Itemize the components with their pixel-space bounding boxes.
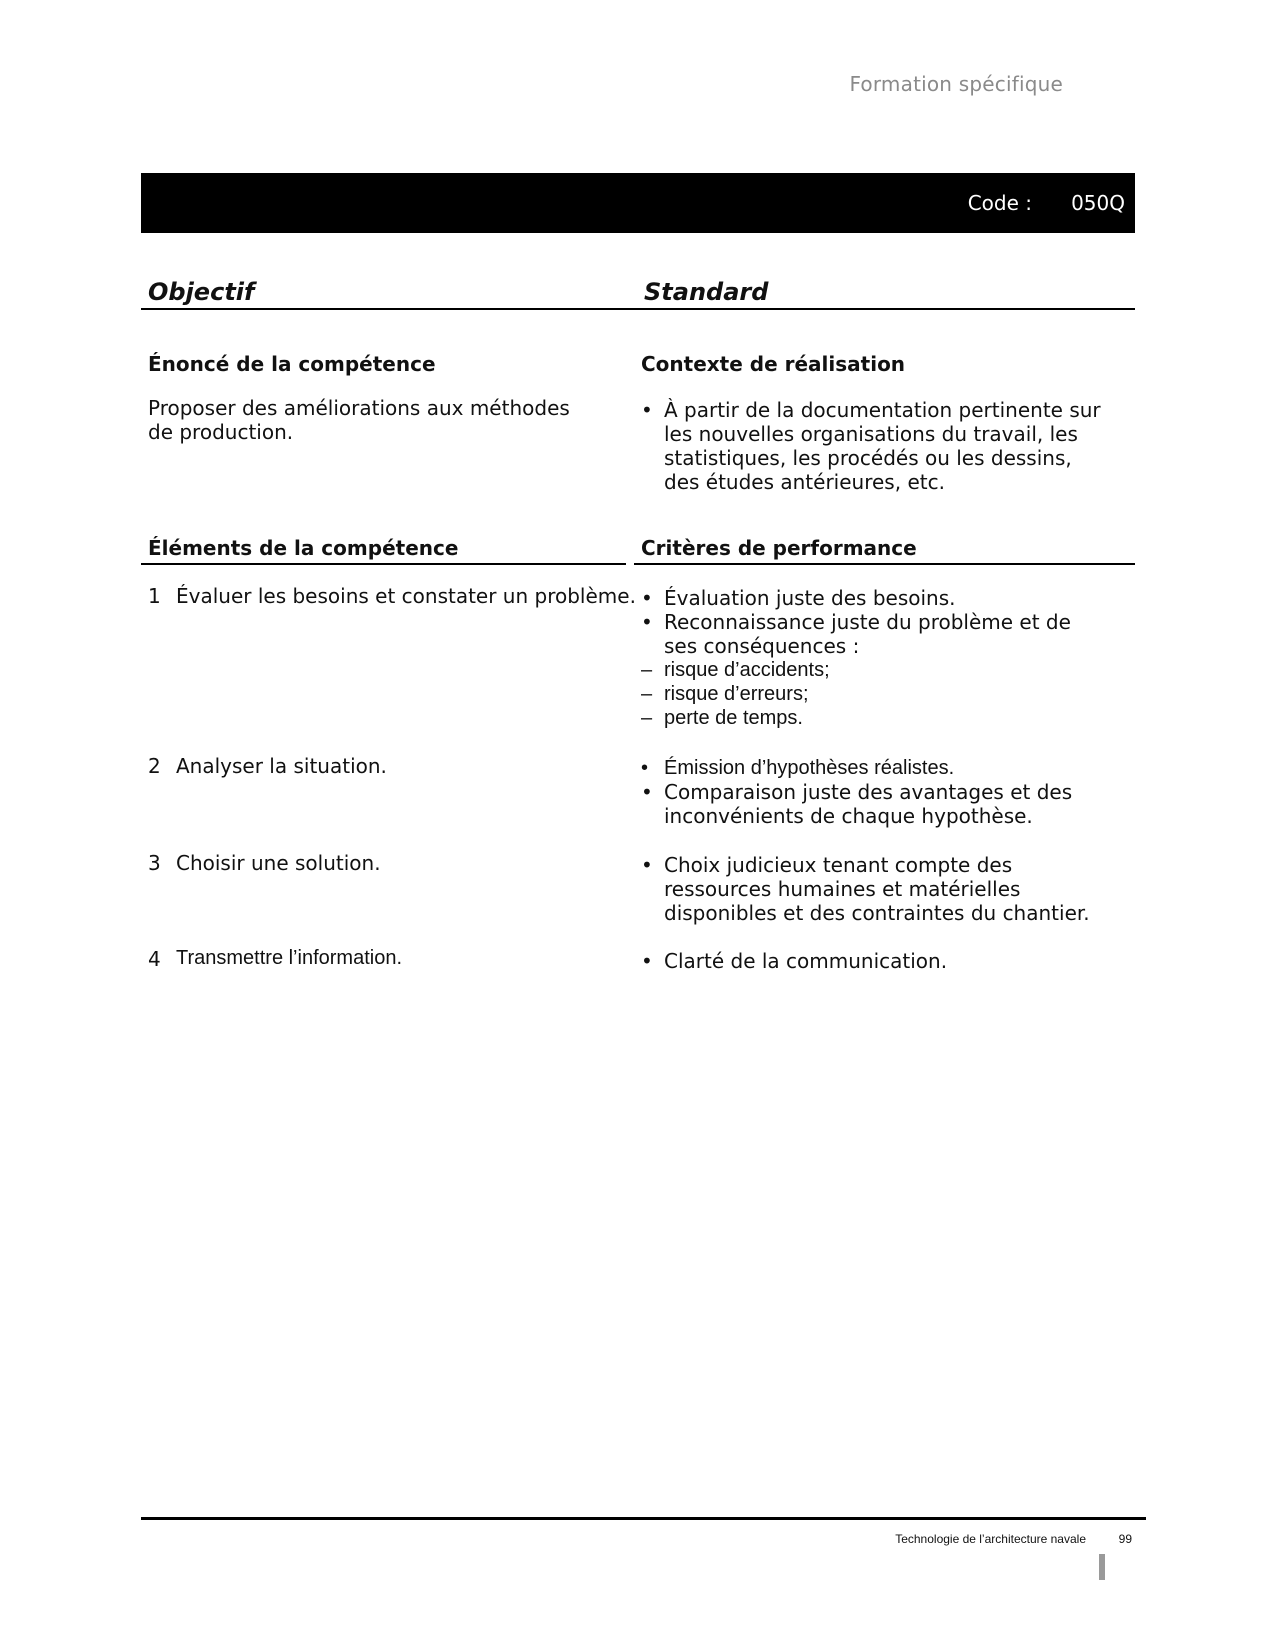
element-row xyxy=(148,947,608,971)
page-number: 99 xyxy=(1118,1532,1132,1546)
contexte-list xyxy=(641,398,1101,494)
criteres-bullets xyxy=(641,586,1101,658)
critere-subitem: – perte de temps. xyxy=(641,706,1101,730)
code-value: 050Q xyxy=(1071,191,1125,215)
enonce-text: Proposer des améliorations aux méthodes de production. xyxy=(148,396,570,444)
enonce-heading: Énoncé de la compétence xyxy=(148,352,436,376)
critere-item: • Reconnaissance juste du problème et de ses conséquences : xyxy=(641,610,1101,658)
code-bar xyxy=(141,173,1135,233)
critere-subitem: – risque d’accidents; xyxy=(641,658,1101,682)
element-text: Évaluer les besoins et constater un problème. xyxy=(176,584,636,608)
element-row xyxy=(148,754,608,778)
standard-title: Standard xyxy=(644,278,769,306)
criteres-divider xyxy=(634,563,1135,565)
criteres-group xyxy=(641,949,1101,973)
criteres-heading: Critères de performance xyxy=(641,536,917,560)
criteres-group xyxy=(641,756,1101,828)
element-text: Analyser la situation. xyxy=(176,754,387,778)
criteres-subitems xyxy=(641,658,1101,730)
criteres-bullets xyxy=(641,949,1101,973)
element-row xyxy=(148,584,636,608)
element-number: 3 xyxy=(148,851,161,875)
title-divider xyxy=(141,308,1135,310)
page-marker xyxy=(1099,1554,1105,1580)
contexte-item: • À partir de la documentation pertinente sur les nouvelles organisations du travail, les statistiques, les procédés ou les dessins, des études antérieures, etc. xyxy=(641,398,1101,494)
criteres-group xyxy=(641,586,1101,730)
critere-item: • Comparaison juste des avantages et des inconvénients de chaque hypothèse. xyxy=(641,780,1101,828)
critere-subitem: – risque d’erreurs; xyxy=(641,682,1101,706)
critere-item: • Émission d’hypothèses réalistes. xyxy=(641,756,1101,780)
footer-divider xyxy=(141,1517,1146,1520)
criteres-group xyxy=(641,853,1101,925)
objectif-title: Objectif xyxy=(148,278,255,306)
critere-item: • Évaluation juste des besoins. xyxy=(641,586,1101,610)
elements-heading: Éléments de la compétence xyxy=(148,536,459,560)
element-text: Choisir une solution. xyxy=(176,851,381,875)
element-number: 2 xyxy=(148,754,161,778)
footer-doc-title: Technologie de l’architecture navale xyxy=(895,1532,1086,1546)
code-label: Code : xyxy=(967,191,1032,215)
element-row xyxy=(148,851,608,875)
critere-item: • Choix judicieux tenant compte des ressources humaines et matérielles disponibles et des contraintes du chantier. xyxy=(641,853,1101,925)
element-number: 4 xyxy=(148,947,161,971)
contexte-heading: Contexte de réalisation xyxy=(641,352,906,376)
element-text: Transmettre l’information. xyxy=(176,947,402,969)
element-number: 1 xyxy=(148,584,161,608)
criteres-bullets xyxy=(641,853,1101,925)
critere-item: • Clarté de la communication. xyxy=(641,949,1101,973)
section-title: Formation spécifique xyxy=(849,72,1063,96)
criteres-bullets xyxy=(641,756,1101,828)
elements-divider xyxy=(141,563,626,565)
